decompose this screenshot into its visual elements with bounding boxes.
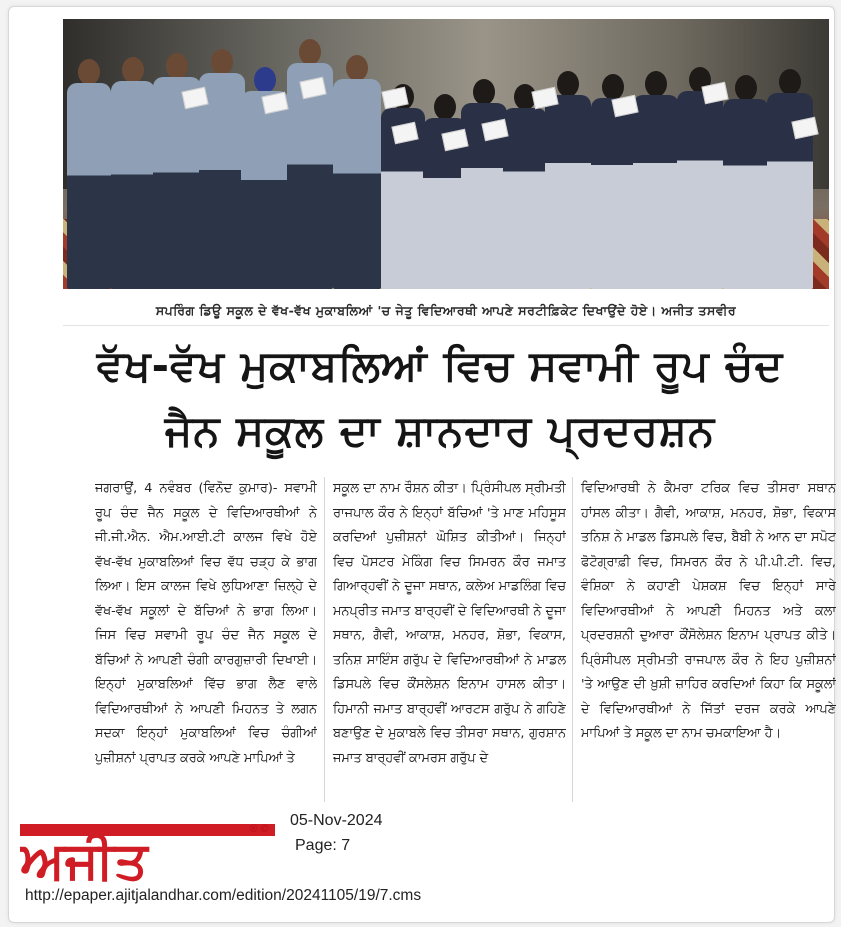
news-photo xyxy=(63,19,829,289)
edition-date: 05-Nov-2024 xyxy=(290,812,383,829)
source-url[interactable]: http://epaper.ajitjalandhar.com/edition/20241105/19/7.cms xyxy=(25,887,422,904)
student-figure xyxy=(287,39,333,289)
headline-line-2: ਜੈਨ ਸਕੂਲ ਦਾ ਸ਼ਾਨਦਾਰ ਪ੍ਰਦਰਸ਼ਨ xyxy=(164,406,716,455)
student-figure xyxy=(633,71,679,289)
ajit-logo xyxy=(20,822,275,882)
student-figure xyxy=(67,59,111,289)
page-number: Page: 7 xyxy=(295,837,351,854)
headline-line-1: ਵੱਖ-ਵੱਖ ਮੁਕਾਬਲਿਆਂ ਵਿਚ ਸਵਾਮੀ ਰੂਪ ਚੰਦ xyxy=(96,341,784,390)
article-column-1: ਜਗਰਾਉਂ, 4 ਨਵੰਬਰ (ਵਿਨੋਦ ਕੁਮਾਰ)- ਸਵਾਮੀ ਰੂਪ ਚੰਦ ਜੈਨ ਸਕੂਲ ਦੇ ਵਿਦਿਆਰਥੀਆਂ ਨੇ ਜੀ.ਜੀ.ਐਨ. ਐਮ.ਆਈ.ਟੀ ਕਾਲਜ ਵਿਖੇ ਹੋਏ ਵੱਖ-ਵੱਖ ਮੁਕਾਬਲਿਆਂ ਵਿਚ ਵੱਧ ਚੜ੍ਹ ਕੇ ਭਾਗ ਲਿਆ। ਇਸ ਕਾਲਜ ਵਿਖੇ ਲੁਧਿਆਣਾ ਜ਼ਿਲ੍ਹੇ ਦੇ ਵੱਖ-ਵੱਖ ਸਕੂਲਾਂ ਦੇ ਬੱਚਿਆਂ ਨੇ ਭਾਗ ਲਿਆ। ਜਿਸ ਵਿਚ ਸਵਾਮੀ ਰੂਪ ਚੰਦ ਜੈਨ ਸਕੂਲ ਦੇ ਬੱਚਿਆਂ ਨੇ ਆਪਣੀ ਚੰਗੀ ਕਾਰਗੁਜ਼ਾਰੀ ਦਿਖਾਈ। ਇਨ੍ਹਾਂ ਮੁਕਾਬਲਿਆਂ ਵਿੱਚ ਭਾਗ ਲੈਣ ਵਾਲੇ ਵਿਦਿਆਰਥੀਆਂ ਨੇ ਆਪਣੀ ਮਿਹਨਤ ਤੇ ਲਗਨ ਸਦਕਾ ਇਨ੍ਹਾਂ ਮੁਕਾਬਲਿਆਂ ਵਿਚ ਚੰਗੀਆਂ ਪੁਜ਼ੀਸ਼ਨਾਂ ਪ੍ਰਾਪਤ ਕਰਕੇ ਆਪਣੇ ਮਾਪਿਆਂ ਤੇ xyxy=(95,481,317,766)
student-figure xyxy=(767,69,813,289)
student-figure xyxy=(381,84,425,289)
article-column-3: ਵਿਦਿਆਰਥੀ ਨੇ ਕੈਮਰਾ ਟਰਿਕ ਵਿਚ ਤੀਸਰਾ ਸਥਾਨ ਹਾਂਸਲ ਕੀਤਾ। ਗੈਵੀ, ਆਕਾਸ਼, ਮਨਹਰ, ਸ਼ੋਭਾ, ਵਿਕਾਸ ਤਨਿਸ਼ ਨੇ ਮਾਡਲ ਡਿਸਪਲੇ ਵਿਚ, ਬੈਬੀ ਨੇ ਆਨ ਦਾ ਸਪੋਟ ਫੋਟੋਗ੍ਰਾਫ਼ੀ ਵਿਚ, ਸਿਮਰਨ ਕੌਰ ਨੇ ਪੀ.ਪੀ.ਟੀ. ਵਿਚ, ਵੰਸ਼ਿਕਾ ਨੇ ਕਹਾਣੀ ਪੇਸ਼ਕਸ਼ ਵਿਚ ਇਨ੍ਹਾਂ ਸਾਰੇ ਵਿਦਿਆਰਥੀਆਂ ਨੇ ਆਪਣੀ ਮਿਹਨਤ ਅਤੇ ਕਲਾ ਪ੍ਰਦਰਸ਼ਨੀ ਦੁਆਰਾ ਕੌਂਸੋਲੇਸ਼ਨ ਇਨਾਮ ਪ੍ਰਾਪਤ ਕੀਤੇ। ਪ੍ਰਿੰਸੀਪਲ ਸ੍ਰੀਮਤੀ ਰਾਜਪਾਲ ਕੌਰ ਨੇ ਇਹ ਪੁਜ਼ੀਸ਼ਨਾਂ 'ਤੇ ਆਉਣ ਦੀ ਖ਼ੁਸ਼ੀ ਜ਼ਾਹਿਰ ਕਰਦਿਆਂ ਕਿਹਾ ਕਿ ਸਕੂਲਾਂ ਦੇ ਵਿਦਿਆਰਥੀਆਂ ਨੇ ਜਿੱਤਾਂ ਦਰਜ ਕਰਕੇ ਆਪਣੇ ਮਾਪਿਆਂ ਤੇ ਸਕੂਲ ਦਾ ਨਾਮ ਚਮਕਾਇਆ ਹੈ। xyxy=(572,477,836,802)
student-figure xyxy=(723,75,769,289)
student-figure xyxy=(199,49,245,289)
student-figure xyxy=(111,57,155,289)
student-figure xyxy=(503,84,547,289)
article-column-2: ਸਕੂਲ ਦਾ ਨਾਮ ਰੌਸ਼ਨ ਕੀਤਾ। ਪ੍ਰਿੰਸੀਪਲ ਸ੍ਰੀਮਤੀ ਰਾਜਪਾਲ ਕੌਰ ਨੇ ਇਨ੍ਹਾਂ ਬੱਚਿਆਂ 'ਤੇ ਮਾਣ ਮਹਿਸੂਸ ਕਰਦਿਆਂ ਪੁਜ਼ੀਸ਼ਨਾਂ ਘੋਸ਼ਿਤ ਕੀਤੀਆਂ। ਜਿਨ੍ਹਾਂ ਵਿਚ ਪੋਸਟਰ ਮੇਕਿੰਗ ਵਿਚ ਸਿਮਰਨ ਕੌਰ ਜਮਾਤ ਗਿਆਰ੍ਹਵੀਂ ਨੇ ਦੂਜਾ ਸਥਾਨ, ਕਲੇਅ ਮਾਡਲਿੰਗ ਵਿਚ ਮਨਪ੍ਰੀਤ ਜਮਾਤ ਬਾਰ੍ਹਵੀਂ ਦੇ ਵਿਦਿਆਰਥੀ ਨੇ ਦੂਜਾ ਸਥਾਨ, ਗੈਵੀ, ਆਕਾਸ਼, ਮਨਹਰ, ਸ਼ੋਭਾ, ਵਿਕਾਸ, ਤਨਿਸ਼ ਸਾਇੰਸ ਗਰੁੱਪ ਦੇ ਵਿਦਿਆਰਥੀਆਂ ਨੇ ਮਾਡਲ ਡਿਸਪਲੇ ਵਿਚ ਕੌਂਸਲੇਸ਼ਨ ਇਨਾਮ ਹਾਸਲ ਕੀਤਾ। ਹਿਮਾਨੀ ਜਮਾਤ ਬਾਰ੍ਹਵੀਂ ਆਰਟਸ ਗਰੁੱਪ ਨੇ ਗਹਿਣੇ ਬਣਾਉਣ ਦੇ ਮੁਕਾਬਲੇ ਵਿਚ ਤੀਸਰਾ ਸਥਾਨ, ਗੁਰਸ਼ਾਨ ਜਮਾਤ ਬਾਰ੍ਹਵੀਂ ਕਾਮਰਸ ਗਰੁੱਪ ਦੇ xyxy=(324,477,566,802)
registered-mark: ®© xyxy=(248,822,270,835)
photo-caption: ਸਪਰਿੰਗ ਡਿਊ ਸਕੂਲ ਦੇ ਵੱਖ-ਵੱਖ ਮੁਕਾਬਲਿਆਂ 'ਚ ਜੇਤੂ ਵਿਦਿਆਰਥੀ ਆਪਣੇ ਸਰਟੀਫ਼ਿਕੇਟ ਦਿਖਾਉਂਦੇ ਹੋਏ। ਅਜੀਤ ਤਸਵੀਰ xyxy=(63,297,829,326)
logo-text: ਅਜੀਤ xyxy=(20,831,148,882)
student-figure xyxy=(333,55,381,289)
student-figure xyxy=(461,79,507,289)
